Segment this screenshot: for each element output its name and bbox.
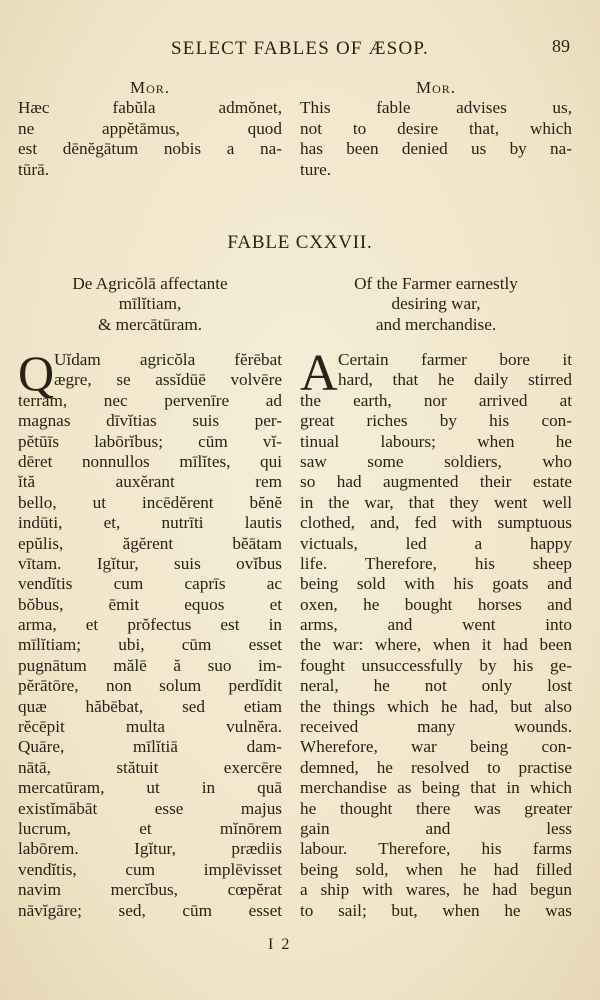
text-line: the things which he had, but also	[300, 696, 572, 716]
text-line: labour. Therefore, his farms	[300, 839, 572, 859]
text-line: mīlĭtiam; ubi, cūm esset	[18, 635, 282, 655]
text-line: indūti, et, nutrīti lautis	[18, 513, 282, 533]
heading-line: De Agricŏlā affectante	[72, 274, 228, 293]
text-line: a ship with wares, he had begun	[300, 880, 572, 900]
text-line: he thought there was greater	[300, 798, 572, 818]
english-heading	[300, 274, 572, 335]
heading-line: and merchandise.	[375, 314, 497, 334]
text-line: bŏbus, ēmit equos et	[18, 594, 282, 614]
text-line: hard, that he daily stirred	[338, 370, 572, 390]
text-line: to sail; but, when he was	[300, 900, 572, 920]
latin-heading	[18, 274, 282, 335]
text-line: has been denied us by na-	[300, 139, 572, 159]
text-line: This fable advises us,	[300, 98, 572, 118]
text-line: demned, he resolved to practise	[300, 757, 572, 777]
english-dropcap: A	[300, 345, 338, 402]
text-line: victuals, led a happy	[300, 533, 572, 553]
text-line: terram, nec pervenīre ad	[18, 390, 282, 410]
text-line: ĭtă auxĕrant rem	[18, 472, 282, 492]
text-line: tūrā.	[18, 159, 50, 179]
text-line: vendĭtis, cum implēvisset	[18, 859, 282, 879]
running-header: SELECT FABLES OF ÆSOP.	[171, 38, 429, 59]
text-line: pĕrātōre, non solum perdĭdit	[18, 676, 282, 696]
text-line: pĕtūīs labōrĭbus; cūm vĭ-	[18, 431, 282, 451]
text-line: vītam. Igĭtur, suis ovĭbus	[18, 553, 282, 573]
text-line: saw some soldiers, who	[300, 451, 572, 471]
text-line: being sold with his goats and	[300, 574, 572, 594]
text-line: in the war, that they went well	[300, 492, 572, 512]
text-line: quæ hăbēbat, sed etiam	[18, 696, 282, 716]
page-number: 89	[552, 36, 570, 56]
text-line: gain and less	[300, 818, 572, 838]
text-line: est dēnĕgātum nobis a na-	[18, 139, 282, 159]
signature-mark: I 2	[268, 936, 292, 953]
text-line: ture.	[300, 159, 332, 179]
text-line: oxen, he bought horses and	[300, 594, 572, 614]
text-line: navim mercĭbus, cœpĕrat	[18, 880, 282, 900]
text-line: labōrem. Igĭtur, prædiis	[18, 839, 282, 859]
heading-line: mīlĭtiam,	[118, 294, 182, 314]
text-line: the earth, nor arrived at	[300, 390, 572, 410]
heading-line: Of the Farmer earnestly	[354, 274, 518, 293]
text-line: neral, he not only lost	[300, 676, 572, 696]
text-line: existĭmābāt esse majus	[18, 798, 282, 818]
text-line: dēret nonnullos mīlĭtes, qui	[18, 451, 282, 471]
text-line: life. Therefore, his sheep	[300, 553, 572, 573]
moral-english-heading: Mor.	[415, 78, 457, 97]
text-line: ne appĕtāmus, quod	[18, 118, 282, 138]
english-body	[300, 345, 572, 921]
text-line: rĕcēpit multa vulnĕra.	[18, 717, 282, 737]
text-line: fought unsuccessfully by his ge-	[300, 655, 572, 675]
text-line: Uĭdam agricŏla fĕrēbat	[54, 350, 282, 369]
text-line: Hæc fabŭla admŏnet,	[18, 98, 282, 118]
text-line: epŭlis, ăgĕrent bĕātam	[18, 533, 282, 553]
text-line: bello, ut incēdĕrent bĕnĕ	[18, 492, 282, 512]
text-line: ægre, se assĭdūē volvēre	[54, 370, 282, 390]
heading-line: & mercātūram.	[97, 314, 203, 334]
text-line: being sold, when he had filled	[300, 859, 572, 879]
text-line: Quāre, mīlĭtiā dam-	[18, 737, 282, 757]
text-line: received many wounds.	[300, 717, 572, 737]
latin-body	[18, 345, 282, 921]
moral-latin-heading: Mor.	[129, 78, 171, 97]
text-line: tinual labours; when he	[300, 431, 572, 451]
text-line: magnas dīvĭtias suis per-	[18, 411, 282, 431]
text-line: clothed, and, fed with sumptuous	[300, 513, 572, 533]
heading-line: desiring war,	[391, 294, 481, 314]
text-line: nātā, stătuit exercēre	[18, 757, 282, 777]
text-line: so had augmented their estate	[300, 472, 572, 492]
text-line: merchandise as being that in which	[300, 778, 572, 798]
fable-title: FABLE CXXVII.	[227, 232, 373, 253]
text-line: mercatūram, ut in quā	[18, 778, 282, 798]
latin-dropcap: Q	[18, 345, 55, 401]
text-line: arma, et prŏfectus est in	[18, 615, 282, 635]
text-line: lucrum, et mĭnōrem	[18, 818, 282, 838]
moral-latin	[18, 78, 282, 180]
text-line: nāvĭgāre; sed, cūm esset	[18, 900, 282, 920]
text-line: Certain farmer bore it	[338, 350, 572, 369]
moral-english	[300, 78, 572, 180]
text-line: not to desire that, which	[300, 118, 572, 138]
text-line: Wherefore, war being con-	[300, 737, 572, 757]
text-line: the war: where, when it had been	[300, 635, 572, 655]
text-line: arms, and went into	[300, 615, 572, 635]
text-line: pugnātum mălē ă suo im-	[18, 655, 282, 675]
text-line: great riches by his con-	[300, 411, 572, 431]
text-line: vendĭtis cum caprīs ac	[18, 574, 282, 594]
